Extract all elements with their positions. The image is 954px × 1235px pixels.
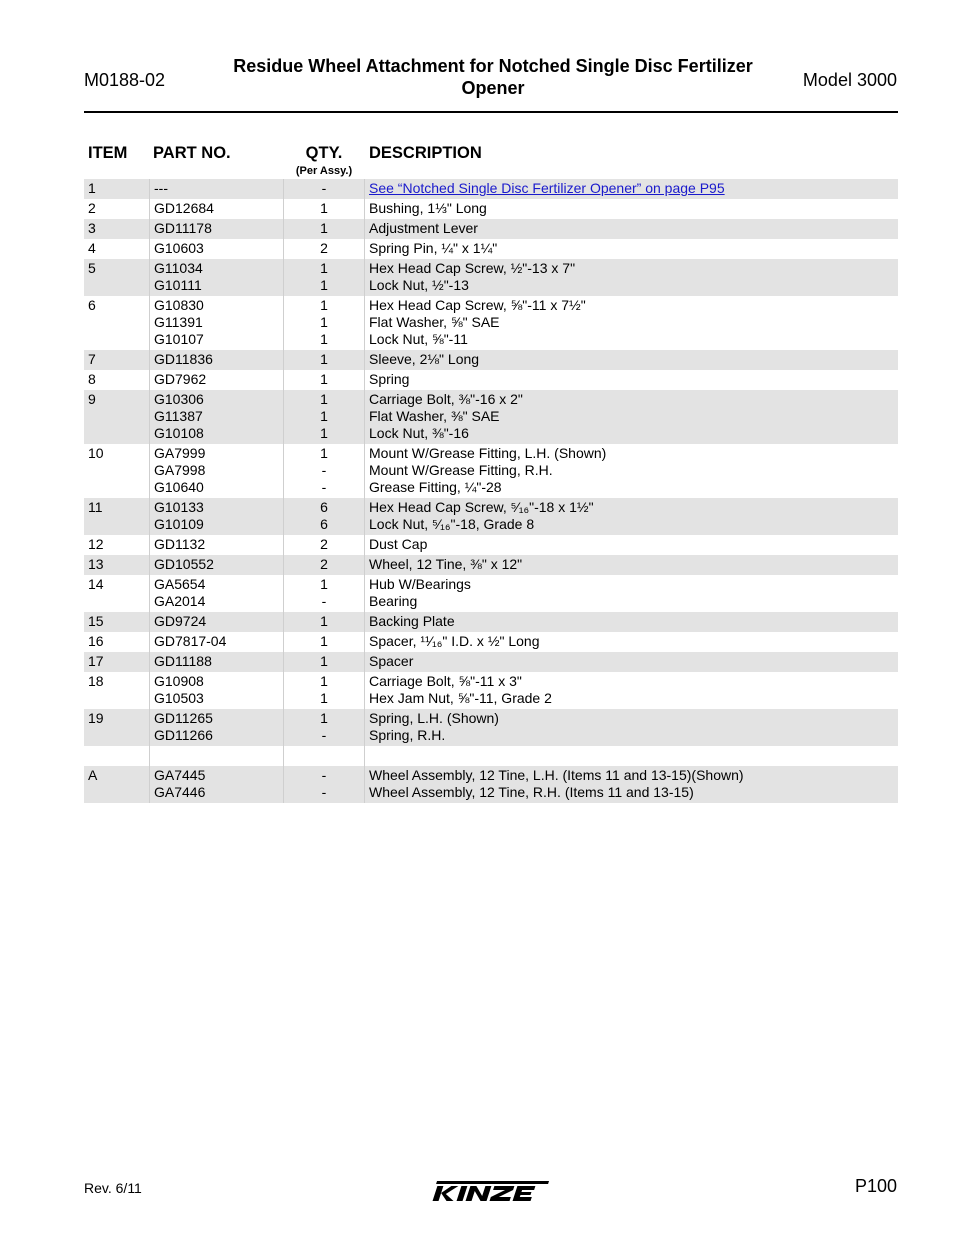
part-number: [149, 179, 283, 199]
table-row: [84, 612, 898, 632]
part-number-line: GD1132: [154, 536, 206, 552]
description-line: Bearing: [369, 593, 418, 609]
kinze-logo: [430, 1178, 550, 1204]
document-number: M0188-02: [84, 70, 166, 90]
quantity-line: 1: [320, 710, 328, 726]
section-spacer: [84, 746, 898, 766]
part-number: [149, 199, 283, 219]
table-row: [84, 535, 898, 555]
part-number-line: GD10552: [154, 556, 214, 572]
item-number: 17: [88, 653, 104, 669]
quantity-line: 6: [320, 499, 328, 515]
table-row: [84, 632, 898, 652]
spacer-cell: [84, 746, 149, 766]
part-number-line: G11034: [154, 260, 203, 276]
description: [364, 498, 898, 535]
part-number-line: GD7817-04: [154, 633, 227, 649]
part-number: [149, 652, 283, 672]
table-row: [84, 296, 898, 350]
model-label: Model 3000: [802, 70, 897, 90]
part-number: [149, 612, 283, 632]
item-number: 12: [88, 536, 104, 552]
quantity-line: -: [321, 727, 327, 743]
spacer-cell: [364, 746, 898, 766]
table-row: [84, 444, 898, 498]
description-line: Spacer: [369, 653, 414, 669]
quantity: [283, 672, 364, 709]
part-number: [149, 390, 283, 444]
item-number: 14: [88, 576, 104, 592]
quantity-line: 1: [320, 371, 328, 387]
quantity-line: -: [321, 767, 327, 783]
item-number: 13: [88, 556, 104, 572]
part-number-line: G10503: [154, 690, 204, 706]
item-number: 1: [88, 180, 96, 196]
quantity-line: -: [321, 180, 327, 196]
description: [364, 219, 898, 239]
description: [364, 239, 898, 259]
spacer-cell: [283, 746, 364, 766]
table-row: [84, 259, 898, 296]
description-line: Flat Washer, ⅜" SAE: [369, 408, 500, 424]
description-line: Wheel Assembly, 12 Tine, R.H. (Items 11 and 13-15): [369, 784, 694, 800]
table-row: [84, 179, 898, 199]
part-number-line: G10908: [154, 673, 204, 689]
item-number: 8: [88, 371, 96, 387]
quantity-line: 1: [320, 673, 328, 689]
part-number: [149, 259, 283, 296]
item-number: 18: [88, 673, 104, 689]
description: [364, 575, 898, 612]
description: [364, 350, 898, 370]
description: [364, 709, 898, 746]
description-line: Spring, L.H. (Shown): [369, 710, 499, 726]
description: [364, 632, 898, 652]
part-number-line: G11387: [154, 408, 203, 424]
quantity-line: 6: [320, 516, 328, 532]
part-number-line: GA7998: [154, 462, 206, 478]
part-number: [149, 632, 283, 652]
description-line: Spring, R.H.: [369, 727, 446, 743]
item-number: 15: [88, 613, 104, 629]
part-number-line: GD11188: [154, 653, 212, 669]
cross-reference-link[interactable]: See “Notched Single Disc Fertilizer Opener” on page P95: [369, 180, 725, 196]
part-number: [149, 498, 283, 535]
description: [364, 444, 898, 498]
part-number-line: GA7999: [154, 445, 206, 461]
description-line: Mount W/Grease Fitting, R.H.: [369, 462, 553, 478]
description: [364, 390, 898, 444]
description-line: Carriage Bolt, ⅝"-11 x 3": [369, 673, 522, 689]
description: [364, 259, 898, 296]
part-number: [149, 296, 283, 350]
item-number: 16: [88, 633, 104, 649]
description-line: Spring Pin, ¼" x 1¼": [369, 240, 498, 256]
part-number-line: GD11266: [154, 727, 213, 743]
quantity-line: 1: [320, 613, 328, 629]
quantity: [283, 259, 364, 296]
item-number: 9: [88, 391, 96, 407]
part-number-line: GD9724: [154, 613, 207, 629]
quantity-line: -: [321, 462, 327, 478]
part-number-line: G10640: [154, 479, 204, 495]
quantity-line: 2: [320, 556, 328, 572]
description-line: Hex Head Cap Screw, ½"-13 x 7": [369, 260, 576, 276]
item-number: 7: [88, 351, 96, 367]
description-line: Hub W/Bearings: [369, 576, 471, 592]
parts-table: [84, 142, 898, 803]
table-row: [84, 575, 898, 612]
part-number-line: GA2014: [154, 593, 206, 609]
description: [364, 652, 898, 672]
description-line: Sleeve, 2⅛" Long: [369, 351, 480, 367]
qty-column-header: [284, 144, 364, 177]
quantity-line: -: [321, 479, 327, 495]
item-number: 11: [88, 499, 103, 515]
quantity: [283, 239, 364, 259]
part-number-line: G10133: [154, 499, 204, 515]
quantity-line: 1: [320, 425, 328, 441]
table-row: [84, 239, 898, 259]
part-number-line: GD12684: [154, 200, 214, 216]
part-number: [149, 370, 283, 390]
quantity-line: 1: [320, 351, 328, 367]
quantity-line: 1: [320, 200, 328, 216]
part-number-line: G10603: [154, 240, 204, 256]
part-number-line: G11391: [154, 314, 203, 330]
part-number: [149, 709, 283, 746]
quantity-line: -: [321, 593, 327, 609]
item-number: 5: [88, 260, 96, 276]
quantity: [283, 350, 364, 370]
quantity: [283, 390, 364, 444]
table-row: [84, 390, 898, 444]
quantity: [283, 370, 364, 390]
description-line: Wheel, 12 Tine, ⅜" x 12": [369, 556, 523, 572]
item-column-header: ITEM: [88, 144, 128, 162]
description: [364, 672, 898, 709]
description-line: Adjustment Lever: [369, 220, 478, 236]
description: [364, 296, 898, 350]
part-number: [149, 444, 283, 498]
quantity-line: 1: [320, 408, 328, 424]
qty-column-label: QTY.: [305, 144, 343, 162]
part-number-line: ---: [154, 180, 168, 196]
description-line: Spacer, ¹¹⁄₁₆" I.D. x ½" Long: [369, 633, 540, 649]
quantity-line: 1: [320, 297, 328, 313]
table-row: [84, 219, 898, 239]
quantity: [283, 179, 364, 199]
quantity: [283, 535, 364, 555]
description-line: Lock Nut, ⅝"-11: [369, 331, 468, 347]
description: [364, 535, 898, 555]
description-line: Mount W/Grease Fitting, L.H. (Shown): [369, 445, 607, 461]
description: [364, 612, 898, 632]
part-number-line: G10107: [154, 331, 204, 347]
quantity-line: 1: [320, 277, 328, 293]
item-number: 19: [88, 710, 104, 726]
quantity: [283, 612, 364, 632]
description: [364, 179, 898, 199]
item-number: 6: [88, 297, 96, 313]
item-number: A: [88, 767, 98, 783]
quantity-line: 1: [320, 690, 328, 706]
table-row: [84, 766, 898, 803]
table-row: [84, 709, 898, 746]
qty-per-assy-label: (Per Assy.): [295, 165, 353, 177]
item-number: 2: [88, 200, 96, 216]
part-number-line: GD11265: [154, 710, 213, 726]
table-header: [84, 142, 898, 179]
description-line: Spring: [369, 371, 410, 387]
table-body: [84, 179, 898, 803]
part-number: [149, 766, 283, 803]
description-line: Carriage Bolt, ⅜"-16 x 2": [369, 391, 523, 407]
quantity-line: 1: [320, 633, 328, 649]
quantity: [283, 652, 364, 672]
table-row: [84, 555, 898, 575]
table-row: [84, 672, 898, 709]
part-number-line: GA5654: [154, 576, 206, 592]
quantity: [283, 766, 364, 803]
part-number: [149, 555, 283, 575]
part-number-line: GA7446: [154, 784, 206, 800]
part-number: [149, 219, 283, 239]
description: [364, 555, 898, 575]
part-number-line: GA7445: [154, 767, 206, 783]
table-row: [84, 199, 898, 219]
description-line: Wheel Assembly, 12 Tine, L.H. (Items 11 and 13-15)(Shown): [369, 767, 744, 783]
description-line: Lock Nut, ½"-13: [369, 277, 469, 293]
description-line: Hex Head Cap Screw, ⅝"-11 x 7½": [369, 297, 586, 313]
description-column-header: DESCRIPTION: [369, 144, 482, 162]
quantity-line: 1: [320, 576, 328, 592]
quantity: [283, 296, 364, 350]
description-line: Grease Fitting, ¼"-28: [369, 479, 502, 495]
quantity: [283, 444, 364, 498]
description-line: Bushing, 1⅓" Long: [369, 200, 487, 216]
quantity-line: 1: [320, 391, 328, 407]
quantity: [283, 498, 364, 535]
part-number: [149, 239, 283, 259]
quantity: [283, 632, 364, 652]
table-row: [84, 498, 898, 535]
description-line: Flat Washer, ⅝" SAE: [369, 314, 500, 330]
page-number: P100: [854, 1176, 897, 1196]
part-number-line: G10306: [154, 391, 204, 407]
table-row: [84, 370, 898, 390]
quantity: [283, 555, 364, 575]
description: [364, 766, 898, 803]
part-no-column-header: PART NO.: [153, 144, 231, 162]
quantity-line: 1: [320, 331, 328, 347]
part-number: [149, 672, 283, 709]
header-divider: [84, 111, 898, 113]
part-number: [149, 575, 283, 612]
quantity-line: 1: [320, 314, 328, 330]
quantity-line: 1: [320, 260, 328, 276]
item-number: 3: [88, 220, 96, 236]
part-number-line: GD11178: [154, 220, 212, 236]
quantity-line: -: [321, 784, 327, 800]
description-line: Backing Plate: [369, 613, 455, 629]
part-number: [149, 535, 283, 555]
quantity-line: 2: [320, 240, 328, 256]
description-line: Hex Head Cap Screw, ⁵⁄₁₆"-18 x 1½": [369, 499, 594, 515]
item-number: 10: [88, 445, 104, 461]
description-line: Lock Nut, ⁵⁄₁₆"-18, Grade 8: [369, 516, 535, 532]
item-number: 4: [88, 240, 96, 256]
page-title: Residue Wheel Attachment for Notched Single Disc Fertilizer Opener: [233, 56, 753, 98]
quantity: [283, 575, 364, 612]
description-line: Hex Jam Nut, ⅝"-11, Grade 2: [369, 690, 552, 706]
description-line: Lock Nut, ⅜"-16: [369, 425, 469, 441]
quantity: [283, 219, 364, 239]
part-number-line: GD7962: [154, 371, 207, 387]
spacer-cell: [149, 746, 283, 766]
part-number-line: G10109: [154, 516, 204, 532]
quantity: [283, 709, 364, 746]
description: [364, 370, 898, 390]
description: [364, 199, 898, 219]
quantity-line: 2: [320, 536, 328, 552]
quantity: [283, 199, 364, 219]
table-row: [84, 652, 898, 672]
part-number-line: G10111: [154, 277, 202, 293]
table-row: [84, 350, 898, 370]
quantity-line: 1: [320, 653, 328, 669]
part-number-line: G10108: [154, 425, 204, 441]
part-number-line: GD11836: [154, 351, 213, 367]
description-line: Dust Cap: [369, 536, 428, 552]
quantity-line: 1: [320, 220, 328, 236]
revision-label: Rev. 6/11: [84, 1180, 142, 1196]
part-number-line: G10830: [154, 297, 204, 313]
quantity-line: 1: [320, 445, 328, 461]
part-number: [149, 350, 283, 370]
